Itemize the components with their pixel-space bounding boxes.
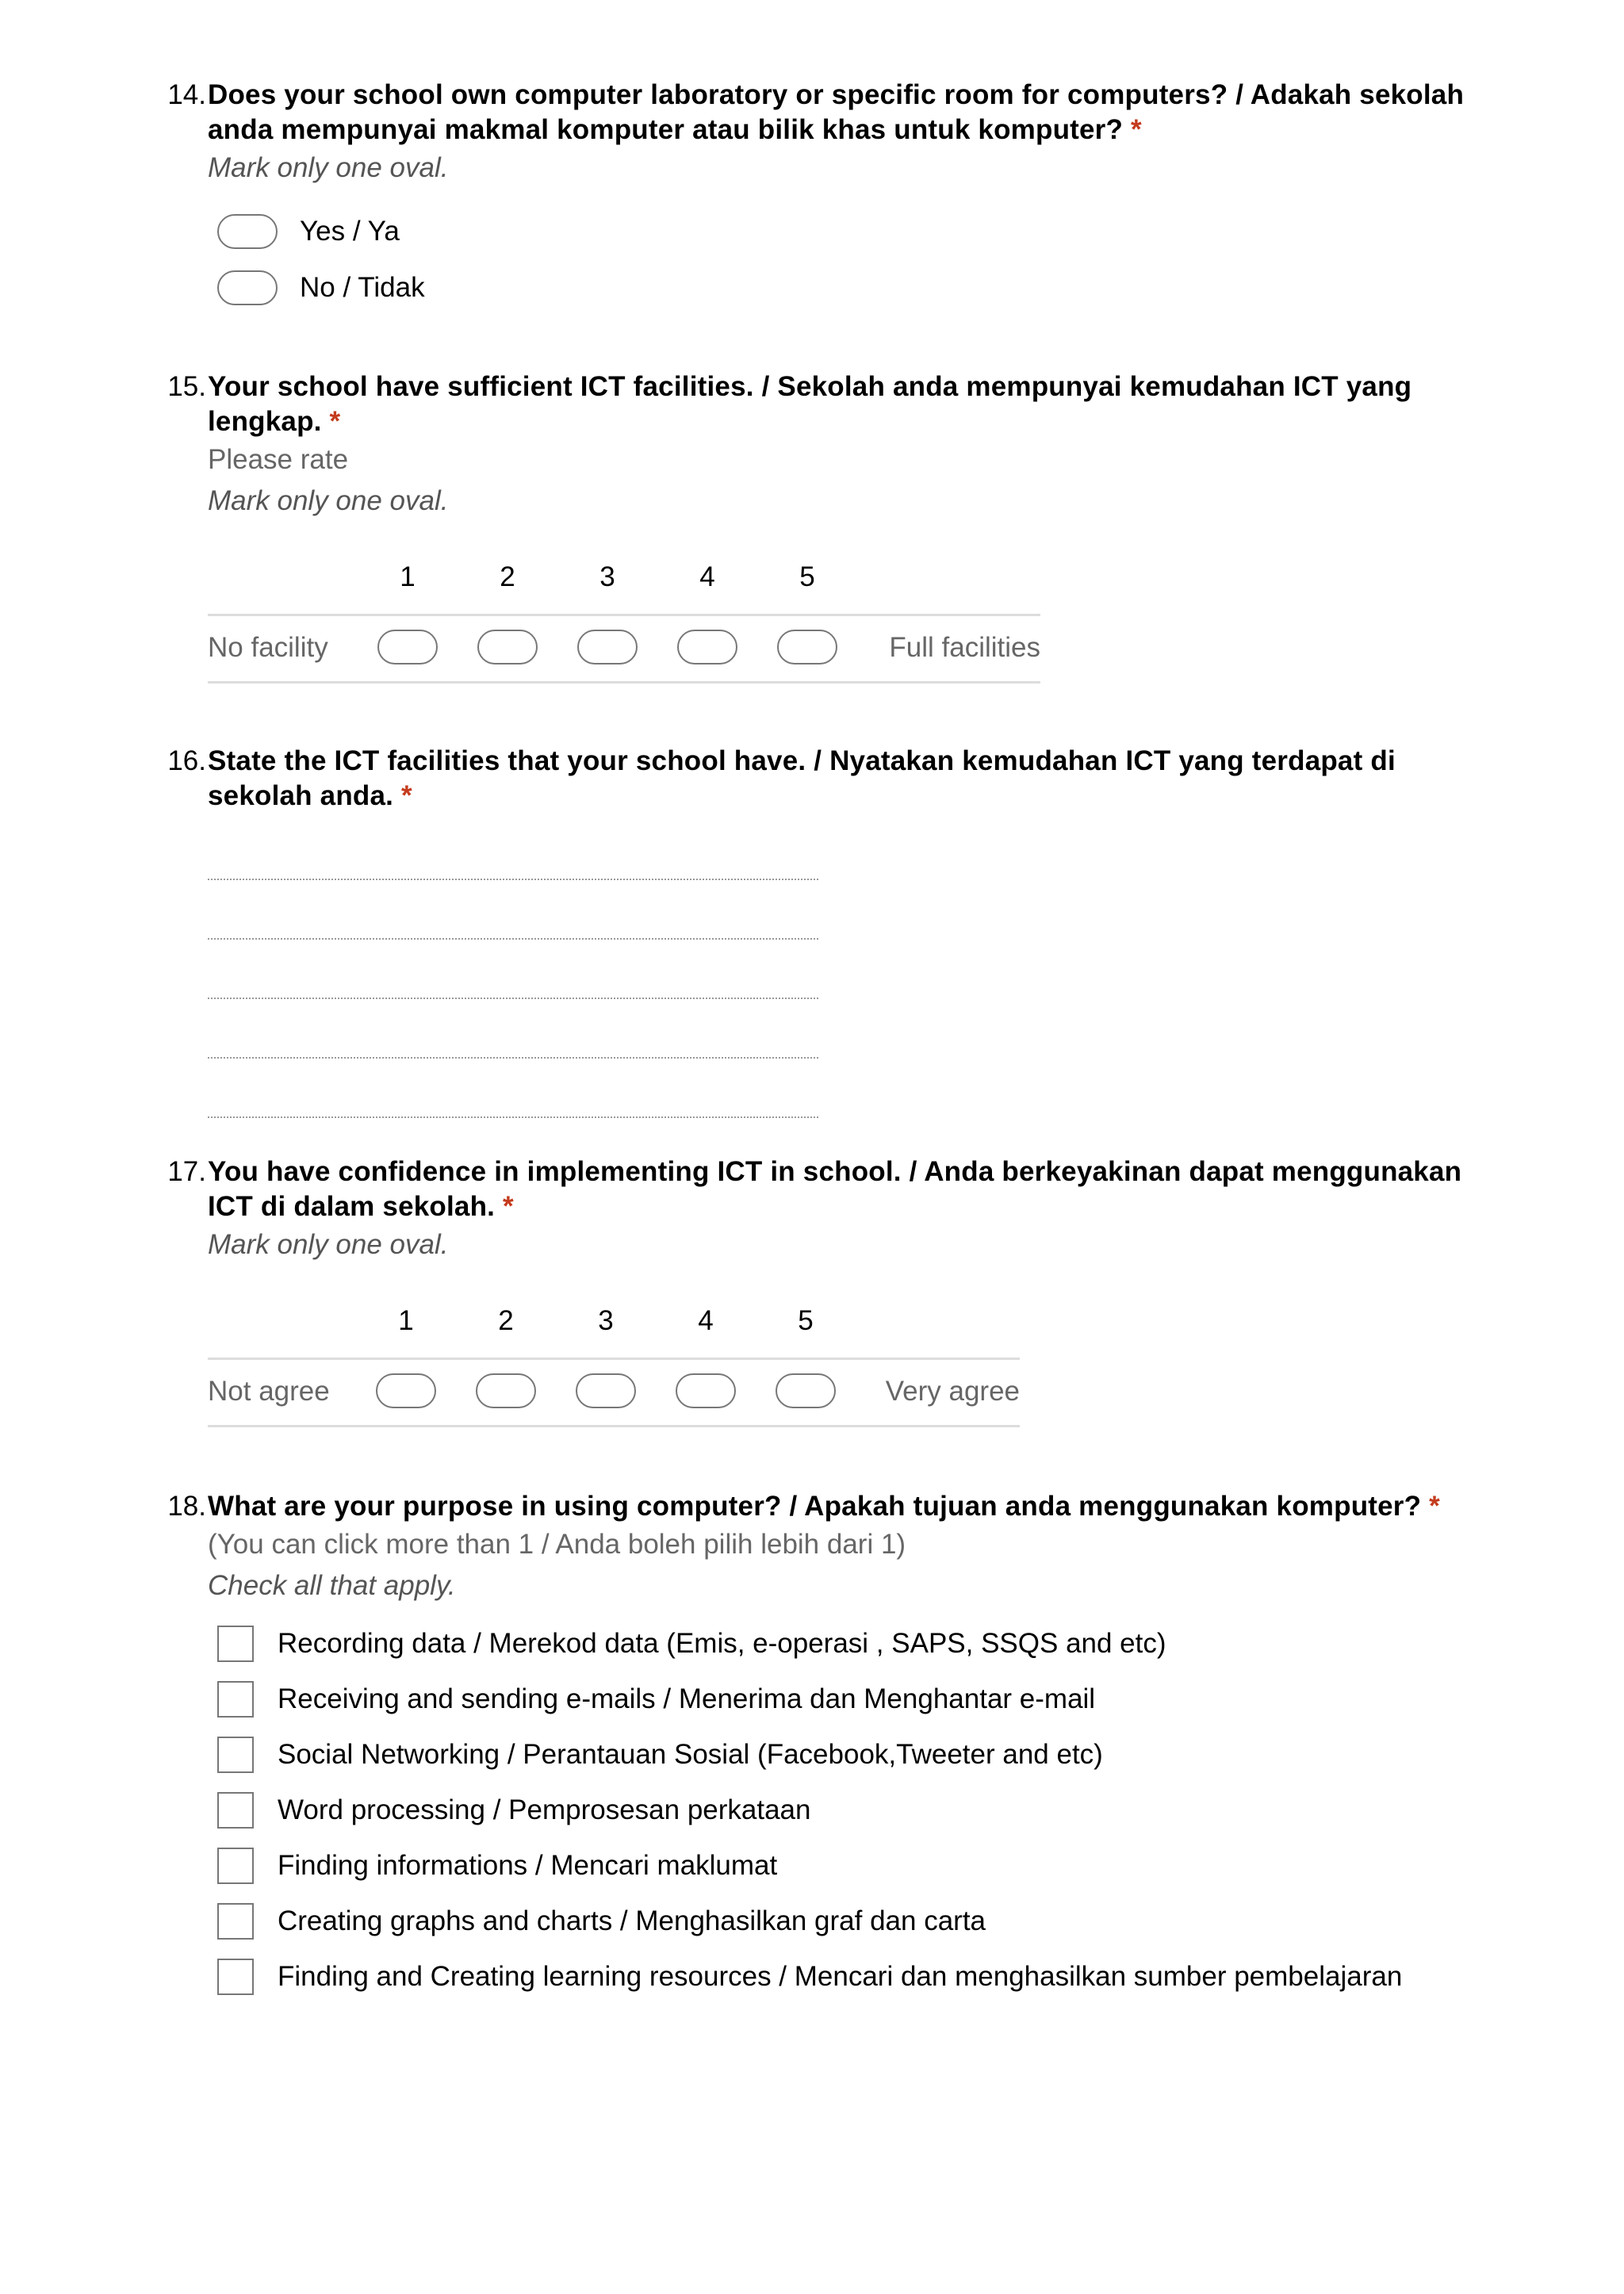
question-number: 17. bbox=[167, 1156, 206, 1187]
checkbox[interactable] bbox=[217, 1737, 254, 1773]
radio-option-no[interactable] bbox=[208, 259, 1481, 316]
question-17 bbox=[149, 1155, 1481, 1427]
scale-number-5: 5 bbox=[798, 1305, 814, 1336]
question-15 bbox=[149, 370, 1481, 684]
scale-low-label: Not agree bbox=[208, 1376, 330, 1407]
rating-oval-4[interactable] bbox=[676, 1373, 736, 1408]
answer-line[interactable] bbox=[208, 821, 818, 880]
rating-oval-4[interactable] bbox=[677, 630, 737, 664]
checkbox[interactable] bbox=[217, 1626, 254, 1662]
answer-lines[interactable] bbox=[208, 821, 1481, 1118]
answer-line[interactable] bbox=[208, 880, 818, 940]
radio-option-yes[interactable] bbox=[208, 203, 1481, 259]
checkbox[interactable] bbox=[217, 1848, 254, 1884]
checkbox-option[interactable] bbox=[208, 1783, 1481, 1838]
checkbox-label: Finding and Creating learning resources / Mencari dan menghasilkan sumber pembelajaran bbox=[278, 1961, 1403, 1992]
scale-number-2: 2 bbox=[500, 561, 515, 592]
checkbox[interactable] bbox=[217, 1681, 254, 1718]
required-asterisk: * bbox=[1429, 1491, 1440, 1522]
scale-number-3: 3 bbox=[598, 1305, 614, 1336]
checkbox[interactable] bbox=[217, 1959, 254, 1995]
checkbox-label: Social Networking / Perantauan Sosial (Facebook,Tweeter and etc) bbox=[278, 1739, 1103, 1770]
required-asterisk: * bbox=[1131, 114, 1142, 145]
question-16 bbox=[149, 744, 1481, 1118]
answer-line[interactable] bbox=[208, 999, 818, 1059]
question-number: 14. bbox=[167, 79, 206, 110]
checkbox[interactable] bbox=[217, 1792, 254, 1829]
question-instruction: Mark only one oval. bbox=[208, 1229, 449, 1260]
scale-high-label: Full facilities bbox=[889, 632, 1040, 663]
checkbox-option[interactable] bbox=[208, 1616, 1481, 1672]
scale-number-1: 1 bbox=[400, 561, 416, 592]
question-instruction: Mark only one oval. bbox=[208, 152, 449, 183]
checkbox-option[interactable] bbox=[208, 1949, 1481, 2005]
checkbox-label: Receiving and sending e-mails / Menerima dan Menghantar e-mail bbox=[278, 1683, 1096, 1714]
answer-line[interactable] bbox=[208, 940, 818, 999]
option-label: No / Tidak bbox=[300, 271, 425, 303]
checkbox-label: Word processing / Pemprosesan perkataan bbox=[278, 1794, 811, 1825]
question-help-text: (You can click more than 1 / Anda boleh pilih lebih dari 1) bbox=[208, 1529, 906, 1560]
rating-scale bbox=[208, 1305, 1020, 1427]
question-title: Does your school own computer laboratory or specific room for computers? / Adakah sekolah anda mempunyai makmal komputer atau bilik khas untuk komputer? * bbox=[208, 79, 1465, 145]
required-asterisk: * bbox=[503, 1191, 514, 1222]
question-number: 16. bbox=[167, 745, 206, 776]
checkbox-option[interactable] bbox=[208, 1894, 1481, 1949]
question-instruction: Mark only one oval. bbox=[208, 485, 449, 516]
rating-row bbox=[208, 614, 1040, 684]
scale-number-5: 5 bbox=[799, 561, 815, 592]
question-title: Your school have sufficient ICT facilities. / Sekolah anda mempunyai kemudahan ICT yang lengkap. * bbox=[208, 371, 1412, 437]
rating-oval-1[interactable] bbox=[376, 1373, 436, 1408]
checkbox[interactable] bbox=[217, 1903, 254, 1940]
question-number: 15. bbox=[167, 371, 206, 402]
required-asterisk: * bbox=[401, 780, 412, 811]
rating-oval-3[interactable] bbox=[576, 1373, 636, 1408]
checkbox-option[interactable] bbox=[208, 1838, 1481, 1894]
checkbox-option[interactable] bbox=[208, 1727, 1481, 1783]
question-14 bbox=[149, 78, 1481, 316]
scale-high-label: Very agree bbox=[885, 1376, 1020, 1407]
question-help-text: Please rate bbox=[208, 444, 349, 475]
checkbox-label: Creating graphs and charts / Menghasilkan graf dan carta bbox=[278, 1905, 986, 1936]
required-asterisk: * bbox=[329, 406, 341, 437]
scale-number-4: 4 bbox=[699, 561, 715, 592]
rating-scale bbox=[208, 561, 1040, 684]
rating-row bbox=[208, 1358, 1020, 1427]
scale-number-2: 2 bbox=[498, 1305, 514, 1336]
rating-oval-1[interactable] bbox=[377, 630, 438, 664]
question-title: State the ICT facilities that your school have. / Nyatakan kemudahan ICT yang terdapat di sekolah anda. * bbox=[208, 745, 1396, 811]
question-title: What are your purpose in using computer? / Apakah tujuan anda menggunakan komputer? * bbox=[208, 1491, 1440, 1522]
answer-line[interactable] bbox=[208, 1059, 818, 1118]
radio-oval[interactable] bbox=[217, 270, 278, 305]
question-18 bbox=[149, 1489, 1481, 2005]
question-title: You have confidence in implementing ICT in school. / Anda berkeyakinan dapat menggunakan ICT di dalam sekolah. * bbox=[208, 1156, 1462, 1222]
question-instruction: Check all that apply. bbox=[208, 1570, 456, 1601]
checkbox-option[interactable] bbox=[208, 1672, 1481, 1727]
scale-low-label: No facility bbox=[208, 632, 328, 663]
scale-number-4: 4 bbox=[698, 1305, 714, 1336]
radio-oval[interactable] bbox=[217, 214, 278, 249]
rating-oval-2[interactable] bbox=[477, 630, 538, 664]
rating-oval-3[interactable] bbox=[577, 630, 638, 664]
checkbox-label: Recording data / Merekod data (Emis, e-operasi , SAPS, SSQS and etc) bbox=[278, 1628, 1166, 1659]
scale-number-1: 1 bbox=[398, 1305, 414, 1336]
option-label: Yes / Ya bbox=[300, 215, 400, 247]
scale-number-3: 3 bbox=[599, 561, 615, 592]
checkbox-label: Finding informations / Mencari maklumat bbox=[278, 1850, 778, 1881]
question-number: 18. bbox=[167, 1491, 206, 1522]
rating-oval-5[interactable] bbox=[777, 630, 837, 664]
rating-oval-5[interactable] bbox=[776, 1373, 836, 1408]
rating-oval-2[interactable] bbox=[476, 1373, 536, 1408]
